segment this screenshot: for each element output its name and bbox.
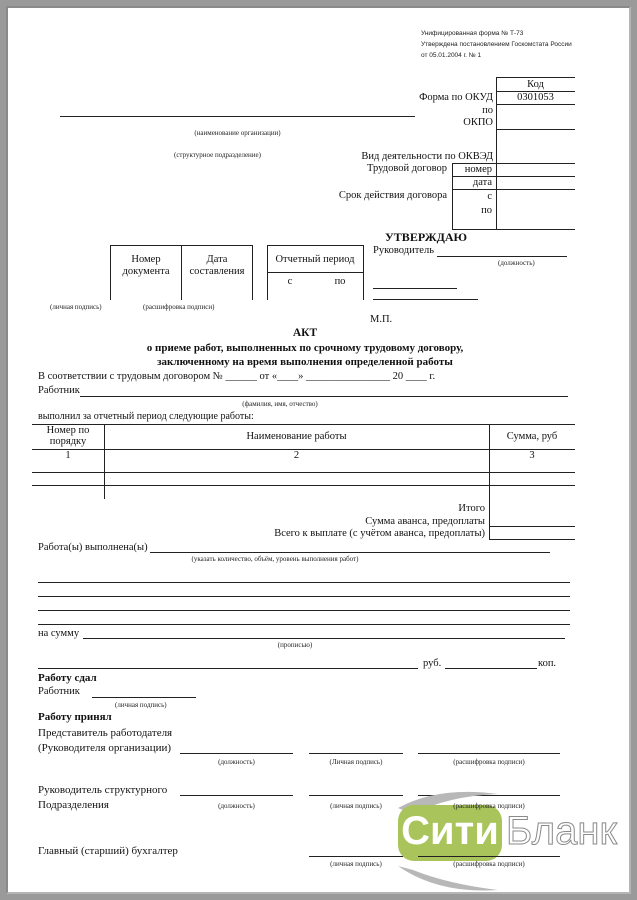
- accountant-decode-caption: (расшифровка подписи): [453, 860, 525, 868]
- done-extra-line[interactable]: [38, 624, 570, 625]
- head-label: Руководитель: [373, 245, 434, 256]
- org-name-field[interactable]: [60, 116, 415, 117]
- advance-label: Сумма аванса, предоплаты: [365, 516, 485, 527]
- head-position-field[interactable]: [437, 256, 567, 257]
- done-field[interactable]: [150, 552, 550, 553]
- codes-line: [452, 189, 575, 190]
- contract-label: Трудовой договор: [367, 163, 447, 174]
- personal-sign-caption: (личная подпись): [50, 303, 102, 311]
- done-caption: (указать количество, объём, уровень выполнения работ): [191, 555, 359, 563]
- logo-text-city: Сити: [401, 809, 499, 853]
- handover-worker-label: Работник: [38, 686, 80, 697]
- according-line[interactable]: В соответствии с трудовым договором № ______ от «____» ________________ 20 ____ г.: [38, 371, 436, 382]
- performed-label: выполнил за отчетный период следующие работы:: [38, 411, 254, 422]
- head-decode-field[interactable]: [373, 299, 478, 300]
- to-label: по: [481, 205, 492, 216]
- form-line-1: Унифицированная форма № Т-73: [421, 30, 524, 37]
- act-subtitle-1: о приеме работ, выполненных по срочному трудовому договору,: [146, 342, 464, 354]
- handover-sign-field[interactable]: [92, 697, 196, 698]
- rub-label: руб.: [423, 658, 442, 669]
- sum-caption: (прописью): [277, 641, 313, 649]
- sum-words-field[interactable]: [83, 638, 565, 639]
- col-num-3: 3: [529, 450, 535, 461]
- logo-text-blank: Бланк: [506, 809, 617, 853]
- number-label: номер: [464, 164, 492, 175]
- kop-label: коп.: [538, 658, 557, 669]
- accountant-label: Главный (старший) бухгалтер: [38, 845, 178, 857]
- period-from: с: [287, 276, 293, 287]
- period-header: Отчетный период: [275, 254, 355, 265]
- total-label: Итого: [458, 503, 485, 514]
- handover-sign-caption: (личная подпись): [115, 701, 167, 709]
- okpo-label-2: ОКПО: [463, 117, 493, 128]
- rub-field[interactable]: [38, 668, 418, 669]
- to-pay-label: Всего к выплате (с учётом аванса, предоплаты): [274, 528, 485, 539]
- dept-head-line-2: Подразделения: [38, 799, 109, 811]
- from-label: с: [487, 191, 492, 202]
- codes-bottom: [452, 229, 575, 230]
- position-caption: (должность): [498, 259, 535, 267]
- rep-decode-field[interactable]: [418, 753, 560, 754]
- dept-head-line-1: Руководитель структурного: [38, 784, 168, 796]
- approve-title: УТВЕРЖДАЮ: [385, 230, 468, 244]
- doc-date-header: Дата составления: [189, 254, 245, 277]
- dept-position-field[interactable]: [180, 795, 293, 796]
- org-caption: (наименование организации): [194, 129, 281, 137]
- okud-value[interactable]: 0301053: [517, 92, 554, 103]
- accountant-sign-field[interactable]: [309, 856, 403, 857]
- dept-position-caption: (должность): [218, 802, 255, 810]
- rep-sign-field[interactable]: [309, 753, 403, 754]
- accept-title: Работу принял: [38, 711, 112, 723]
- kop-field[interactable]: [445, 668, 537, 669]
- col-number-header: Номер по порядку: [46, 425, 90, 447]
- to-pay-field[interactable]: [489, 539, 575, 540]
- worker-fio-field[interactable]: [80, 396, 568, 397]
- sum-label: на сумму: [38, 628, 80, 639]
- date-label: дата: [472, 177, 492, 188]
- dept-sign-caption: (личная подпись): [330, 802, 382, 810]
- col-sum-header: Сумма, руб: [506, 431, 558, 442]
- doc-number-header: Номер документа: [122, 254, 170, 277]
- form-line-3: от 05.01.2004 г. № 1: [421, 52, 482, 59]
- period-table-top: [267, 245, 363, 246]
- dept-caption: (структурное подразделение): [173, 151, 261, 159]
- okud-label: Форма по ОКУД: [419, 92, 493, 103]
- okved-label: Вид деятельности по ОКВЭД: [361, 151, 493, 162]
- period-table-border: [363, 245, 364, 300]
- table-row[interactable]: [32, 472, 575, 473]
- table-row[interactable]: [32, 485, 575, 486]
- dept-decode-caption: (расшифровка подписи): [453, 802, 525, 810]
- worker-label: Работник: [38, 385, 80, 396]
- rep-sign-caption: (Личная подпись): [329, 758, 383, 766]
- col-num-1: 1: [65, 450, 71, 461]
- form-line-2: Утверждена постановлением Госкомстата России: [421, 41, 572, 48]
- doc-table-border: [252, 245, 253, 300]
- codes-top: [496, 77, 575, 78]
- rep-position-caption: (должность): [218, 758, 255, 766]
- codes-line: [496, 129, 575, 130]
- doc-table-top: [110, 245, 252, 246]
- act-subtitle-2: заключенному на время выполнения определенной работы: [157, 356, 453, 368]
- stamp-label: М.П.: [370, 314, 393, 325]
- works-table-top: [32, 424, 575, 425]
- rep-position-field[interactable]: [180, 753, 293, 754]
- codes-line: [496, 104, 575, 105]
- handover-title: Работу сдал: [38, 672, 97, 684]
- head-sign-field[interactable]: [373, 288, 457, 289]
- col-num-2: 2: [293, 450, 300, 461]
- sign-decode-caption: (расшифровка подписи): [143, 303, 215, 311]
- done-extra-line[interactable]: [38, 582, 570, 583]
- done-label: Работа(ы) выполнена(ы): [38, 542, 148, 553]
- kod-label: Код: [527, 79, 544, 90]
- period-table-line: [267, 272, 363, 273]
- rep-line-1: Представитель работодателя: [38, 727, 173, 739]
- done-extra-line[interactable]: [38, 610, 570, 611]
- act-title: АКТ: [292, 327, 318, 339]
- rep-decode-caption: (расшифровка подписи): [453, 758, 525, 766]
- accountant-sign-caption: (личная подпись): [330, 860, 382, 868]
- accountant-decode-field[interactable]: [418, 856, 560, 857]
- fio-caption: (фамилия, имя, отчество): [242, 400, 318, 408]
- done-extra-line[interactable]: [38, 596, 570, 597]
- period-to: по: [334, 276, 346, 287]
- rep-line-2: (Руководителя организации): [38, 742, 172, 754]
- term-label: Срок действия договора: [338, 190, 447, 201]
- col-name-header: Наименование работы: [246, 431, 347, 442]
- advance-field[interactable]: [489, 526, 575, 527]
- okpo-label-1: по: [482, 105, 493, 116]
